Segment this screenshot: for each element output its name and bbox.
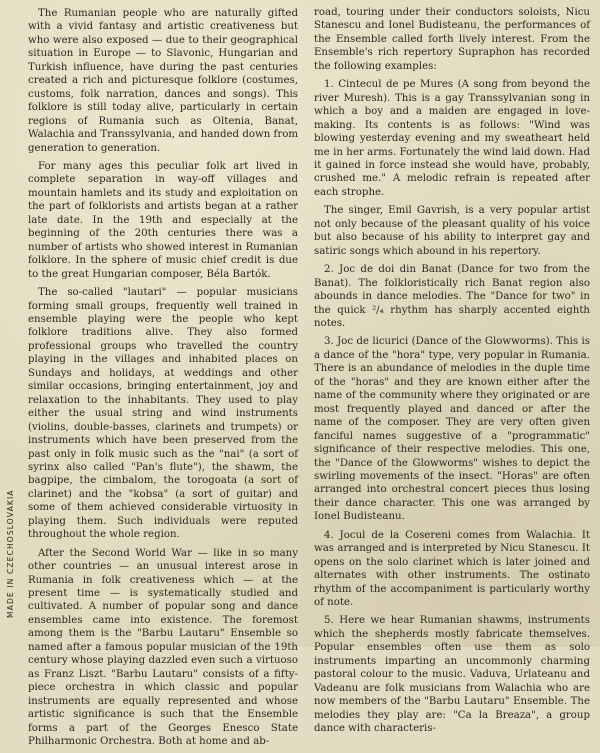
- track-1-description: 1. Cintecul de pe Mures (A song from beyond the river Muresh). This is a gay Transsylvanian song in which a boy and a maiden are engaged in love-making. Its contents is as follows: "Wind was blowing yesterday evening and my sweatheart held me in her arms. Fortunately the wind laid down. Had it gained in force instead she would have, probably, crushed me." A melodic refrain is repeated after each strophe.: [314, 79, 590, 198]
- track-5-description: 5. Here we hear Rumanian shawms, instruments which the shepherds mostly fabricate themselves. Popular ensembles often use them as solo instruments imparting an uncommonly charming pastoral colour to the music. Vaduva, Urlateanu and Vadeanu are folk musicians from Walachia who are now members of the "Barbu Lautaru" Ensemble. The melodies they play are: "Ca la Breaza", a group dance with characteris-: [314, 615, 590, 735]
- paragraph-folk-art-history: For many ages this peculiar folk art lived in complete separation in way-off villages and mountain hamlets and its study and exploitation on the part of folklorists and artists began at a rather late date. In the 19th and especially at the beginning of the 20th centuries there was a number of artists who showed interest in Rumanian folklore. In the sphere of music chief credit is due to the great Hungarian composer, Béla Bartók.: [28, 160, 298, 280]
- manufacturer-label: MADE IN CZECHOSLOVAKIA: [6, 489, 15, 618]
- paragraph-introduction: The Rumanian people who are naturally gifted with a vivid fantasy and artistic creativeness but who were also exposed — due to their geographical situation in Europe — to Slavonic, Hungarian and Turkish influence, have during the past centuries created a rich and picturesque folklore (costumes, customs, folk narration, dances and songs). This folklore is still today alive, particularly in certain regions of Rumania such as Oltenia, Banat, Walachia and Transsylvania, and handed down from generation to generation.: [28, 8, 298, 154]
- paragraph-barbu-lautaru-ensemble: After the Second World War — like in so many other countries — an unusual interest arose in Rumania in folk creativeness which — at the present time — is systematically studied and cultivated. A number of popular song and dance ensembles came into existence. The foremost among them is the "Barbu Lautaru" Ensemble so named after a famous popular musician of the 19th century whose playing dazzled even such a virtuoso as Franz Liszt. "Barbu Lautaru" consists of a fifty-piece orchestra in which classic and popular instruments are equally represented and whose artistic significance is such that the Ensemble forms a part of the Georges Enesco State Philharmonic Orchestra. Both at home and ab-: [28, 547, 298, 748]
- right-text-column: [314, 6, 590, 741]
- paragraph-lautari: The so-called "lautari" — popular musicians forming small groups, frequently well trained in ensemble playing were the people who kept folklore traditions alive. They also formed professional groups who travelled the country playing in the villages and inhabited places on Sundays and holidays, at weddings and other similar occasions, bringing entertainment, joy and relaxation to the inhabitants. They used to play either the usual string and wind instruments (violins, double-basses, clarinets and trumpets) or instruments which have been preserved from the past only in folk music such as the "nai" (a sort of syrinx also called "Pan's flute"), the shawm, the bagpipe, the cimbalom, the torogoata (a sort of clarinet) and the "kobsa" (a sort of guitar) and some of them achieved considerable virtuosity in playing them. Such individuals were reputed throughout the whole region.: [28, 287, 298, 541]
- track-3-description: 3. Joc de licurici (Dance of the Glowworms). This is a dance of the "hora" type, very popular in Rumania. There is an abundance of melodies in the duple time of the "horas" and they are known either after the name of the community where they originated or are most frequently played and danced or after the name of the composer. They are very often given fanciful names suggestive of a "programmatic" significance of their respective melodies. This one, the "Dance of the Glowworms" wishes to depict the swirling movements of the insect. "Horas" are often arranged into orchestral concert pieces thus losing their dance character. This one was arranged by Ionel Budisteanu.: [314, 336, 590, 523]
- left-text-column: [28, 6, 298, 753]
- track-2-description: 2. Joc de doi din Banat (Dance for two from the Banat). The folkloristically rich Banat region also abounds in dance melodies. The "Dance for two" in the quick ²/₄ rhythm has sharply accented eighth notes.: [314, 264, 590, 329]
- track-4-description: 4. Jocul de la Cosereni comes from Walachia. It was arranged and is interpreted by Nicu Stanescu. It opens on the solo clarinet which is later joined and alternates with other instruments. The ostinato rhythm of the accompaniment is particularly worthy of note.: [314, 529, 590, 609]
- paragraph-singer: The singer, Emil Gavrish, is a very popular artist not only because of the pleasant quality of his voice but also because of his ability to interpret gay and satiric songs which abound in his repertory.: [314, 205, 590, 257]
- paragraph-recording-intro: road, touring under their conductors soloists, Nicu Stanescu and Ionel Budisteanu, the performances of the Ensemble called forth lively interest. From the Ensemble's rich repertory Supraphon has recorded the following examples:: [314, 7, 590, 72]
